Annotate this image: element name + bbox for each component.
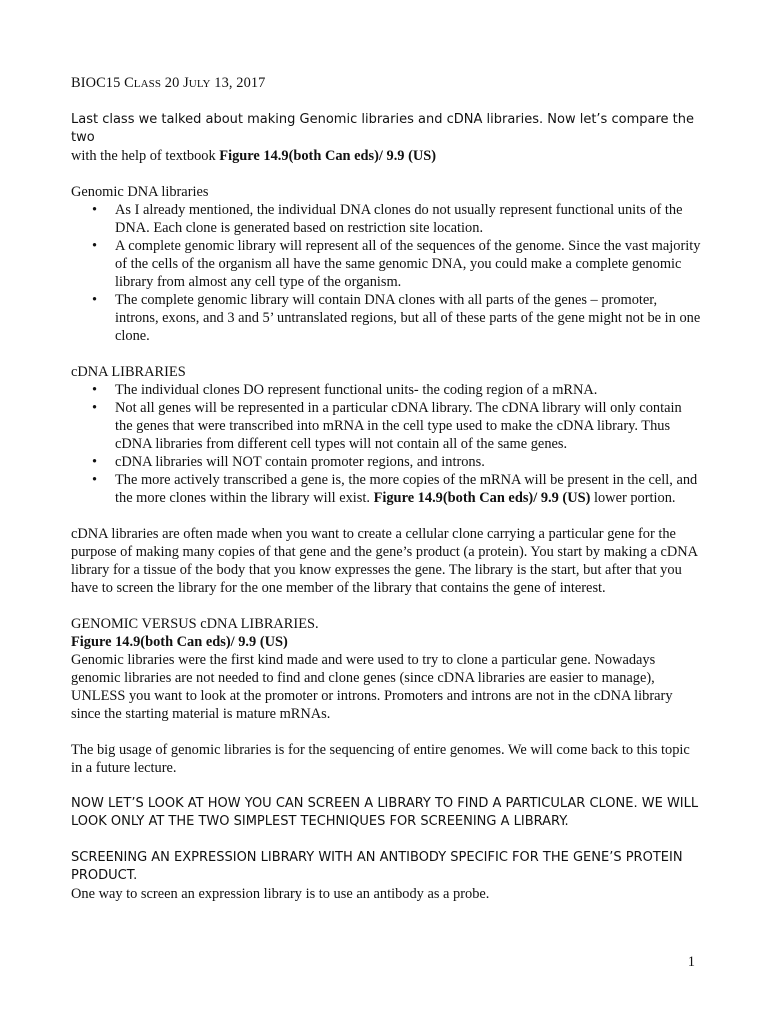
header-month-initial: J — [183, 75, 189, 91]
intro-figure-ref: Figure 14.9(both Can eds)/ 9.9 (US) — [219, 148, 437, 164]
genomic-bullet: • As I already mentioned, the individual DNA clones do not usually represent functional units of the DNA. Each clone is generated based on restriction site location. — [71, 201, 701, 237]
cdna-bullet: • Not all genes will be represented in a particular cDNA library. The cDNA library will only contain the genes that were transcribed into mRNA in the cell type used to make the cDNA library. Thus cDNA libraries from different cell types will not contain all of the same genes. — [71, 399, 701, 453]
document-page — [71, 74, 701, 903]
cdna-paragraph: cDNA libraries are often made when you want to create a cellular clone carrying a particular gene for the purpose of making many copies of that gene and the gene’s product (a protein). You start by making a cDNA library for a tissue of the body that you know expresses the gene. The library is the start, but after that you have to screen the library for the one member of the library that contains the gene of interest. — [71, 526, 698, 596]
cdna-bullet-text: The more actively transcribed a gene is, the more copies of the mRNA will be present in the cell, and the more clones within the library will exist. — [115, 472, 698, 506]
screen-heading: NOW LET’S LOOK AT HOW YOU CAN SCREEN A LIBRARY TO FIND A PARTICULAR CLONE. WE WILL LOOK ONLY AT THE TWO SIMPLEST TECHNIQUES FOR SCREENING A LIBRARY. — [71, 796, 699, 829]
header-class-initial: C — [124, 75, 134, 91]
genomic-bullet-list — [71, 201, 701, 345]
intro-line-1: Last class we talked about making Genomic libraries and cDNA libraries. Now let’s compare the two — [71, 112, 694, 145]
page-number: 1 — [687, 954, 695, 970]
cdna-heading: cDNA LIBRARIES — [71, 364, 186, 380]
document-header — [71, 74, 701, 93]
versus-figure-text: Figure 14.9(both Can eds)/ 9.9 (US) — [71, 634, 288, 650]
cdna-bullet: • cDNA libraries will NOT contain promoter regions, and introns. — [71, 453, 701, 471]
versus-figure-ref — [71, 633, 701, 651]
intro-line-2 — [71, 147, 701, 165]
antibody-heading: SCREENING AN EXPRESSION LIBRARY WITH AN ANTIBODY SPECIFIC FOR THE GENE’S PROTEIN PRODUCT. — [71, 850, 683, 883]
intro-line-2-text: with the help of textbook — [71, 148, 220, 164]
header-date: 13, 2017 — [210, 75, 266, 91]
cdna-bullet-list — [71, 381, 701, 507]
cdna-bullet-tail: lower portion. — [590, 490, 676, 506]
versus-body: Genomic libraries were the first kind made and were used to try to clone a particular gene. Nowadays genomic libraries are not needed to find and clone genes (since cDNA libraries are easier to manage), UNLESS you want to look at the promoter or introns. Promoters and introns are not in the cDNA library since the starting material is mature mRNAs. — [71, 652, 673, 722]
antibody-body: One way to screen an expression library is to use an antibody as a probe. — [71, 886, 490, 902]
versus-heading: GENOMIC VERSUS cDNA LIBRARIES. — [71, 616, 319, 632]
cdna-figure-ref: Figure 14.9(both Can eds)/ 9.9 (US) — [373, 490, 591, 506]
genomic-bullet: • A complete genomic library will represent all of the sequences of the genome. Since the vast majority of the cells of the organism all have the same genomic DNA, you could make a complete genomic library from almost any cell type of the organism. — [71, 237, 701, 291]
header-class-rest: LASS — [133, 78, 162, 90]
usage-paragraph: The big usage of genomic libraries is for the sequencing of entire genomes. We will come back to this topic in a future lecture. — [71, 742, 690, 776]
cdna-bullet — [71, 471, 701, 507]
course-code: BIOC15 — [71, 75, 125, 91]
header-month-rest: ULY — [188, 78, 211, 90]
header-class-number: 20 — [161, 75, 184, 91]
genomic-heading: Genomic DNA libraries — [71, 184, 209, 200]
genomic-bullet: • The complete genomic library will contain DNA clones with all parts of the genes – promoter, introns, exons, and 3 and 5’ untranslated regions, but all of these parts of the gene might not be in one clone. — [71, 291, 701, 345]
cdna-bullet: • The individual clones DO represent functional units- the coding region of a mRNA. — [71, 381, 701, 399]
